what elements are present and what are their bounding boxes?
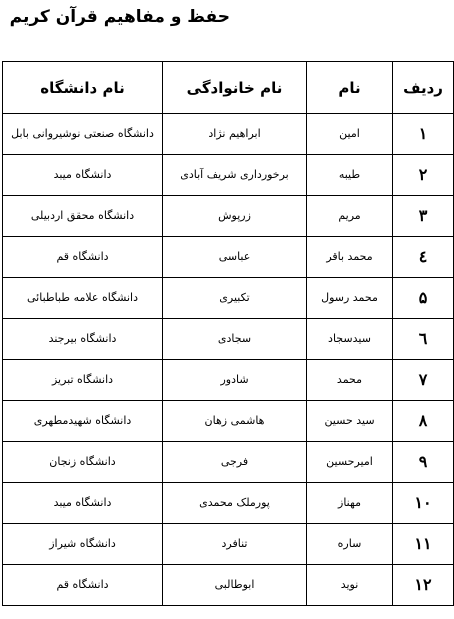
- cell-name: امین: [307, 114, 393, 155]
- cell-family: تنافرد: [163, 524, 307, 565]
- document-title: حفظ و مفاهیم قرآن کریم: [9, 7, 230, 27]
- header-index: ردیف: [393, 62, 454, 114]
- table-row: [3, 114, 454, 155]
- cell-family: ابوطالبی: [163, 565, 307, 606]
- table-row: [3, 155, 454, 196]
- table-row: [3, 483, 454, 524]
- cell-university: دانشگاه میبد: [3, 483, 163, 524]
- header-name: نام: [307, 62, 393, 114]
- cell-index: ٦: [393, 319, 454, 360]
- table-row: [3, 524, 454, 565]
- cell-university: دانشگاه زنجان: [3, 442, 163, 483]
- cell-university: دانشگاه علامه طباطبائی: [3, 278, 163, 319]
- cell-university: دانشگاه بیرجند: [3, 319, 163, 360]
- cell-family: شادور: [163, 360, 307, 401]
- table-row: [3, 442, 454, 483]
- cell-index: ۳: [393, 196, 454, 237]
- participants-table: [2, 61, 454, 606]
- cell-family: برخورداری شریف آبادی: [163, 155, 307, 196]
- cell-index: ۱۰: [393, 483, 454, 524]
- cell-university: دانشگاه تبریز: [3, 360, 163, 401]
- cell-index: ۱۲: [393, 565, 454, 606]
- cell-family: فرجی: [163, 442, 307, 483]
- cell-university: دانشگاه شیراز: [3, 524, 163, 565]
- cell-university: دانشگاه میبد: [3, 155, 163, 196]
- cell-index: ۱: [393, 114, 454, 155]
- cell-university: دانشگاه شهیدمطهری: [3, 401, 163, 442]
- cell-index: ۵: [393, 278, 454, 319]
- cell-name: محمد باقر: [307, 237, 393, 278]
- table-body: [3, 114, 454, 606]
- cell-family: ابراهیم نژاد: [163, 114, 307, 155]
- cell-index: ٤: [393, 237, 454, 278]
- table-row: [3, 196, 454, 237]
- table-row: [3, 278, 454, 319]
- cell-index: ۷: [393, 360, 454, 401]
- cell-name: طیبه: [307, 155, 393, 196]
- table-row: [3, 319, 454, 360]
- table-row: [3, 360, 454, 401]
- header-family: نام خانوادگی: [163, 62, 307, 114]
- cell-family: هاشمی زهان: [163, 401, 307, 442]
- cell-name: امیرحسین: [307, 442, 393, 483]
- table-row: [3, 401, 454, 442]
- cell-index: ۱۱: [393, 524, 454, 565]
- cell-family: سجادی: [163, 319, 307, 360]
- table-row: [3, 237, 454, 278]
- cell-university: دانشگاه صنعتی نوشیروانی بابل: [3, 114, 163, 155]
- cell-university: دانشگاه محقق اردبیلی: [3, 196, 163, 237]
- table-header-row: [3, 62, 454, 114]
- cell-name: ساره: [307, 524, 393, 565]
- table-row: [3, 565, 454, 606]
- header-university: نام دانشگاه: [3, 62, 163, 114]
- cell-family: تکبیری: [163, 278, 307, 319]
- cell-index: ۲: [393, 155, 454, 196]
- cell-index: ۹: [393, 442, 454, 483]
- cell-index: ۸: [393, 401, 454, 442]
- cell-family: زرپوش: [163, 196, 307, 237]
- cell-university: دانشگاه قم: [3, 237, 163, 278]
- cell-name: مریم: [307, 196, 393, 237]
- cell-family: عباسی: [163, 237, 307, 278]
- cell-name: سیدسجاد: [307, 319, 393, 360]
- cell-university: دانشگاه قم: [3, 565, 163, 606]
- cell-name: محمد رسول: [307, 278, 393, 319]
- cell-name: نوید: [307, 565, 393, 606]
- cell-family: پورملک محمدی: [163, 483, 307, 524]
- cell-name: سید حسین: [307, 401, 393, 442]
- cell-name: مهناز: [307, 483, 393, 524]
- cell-name: محمد: [307, 360, 393, 401]
